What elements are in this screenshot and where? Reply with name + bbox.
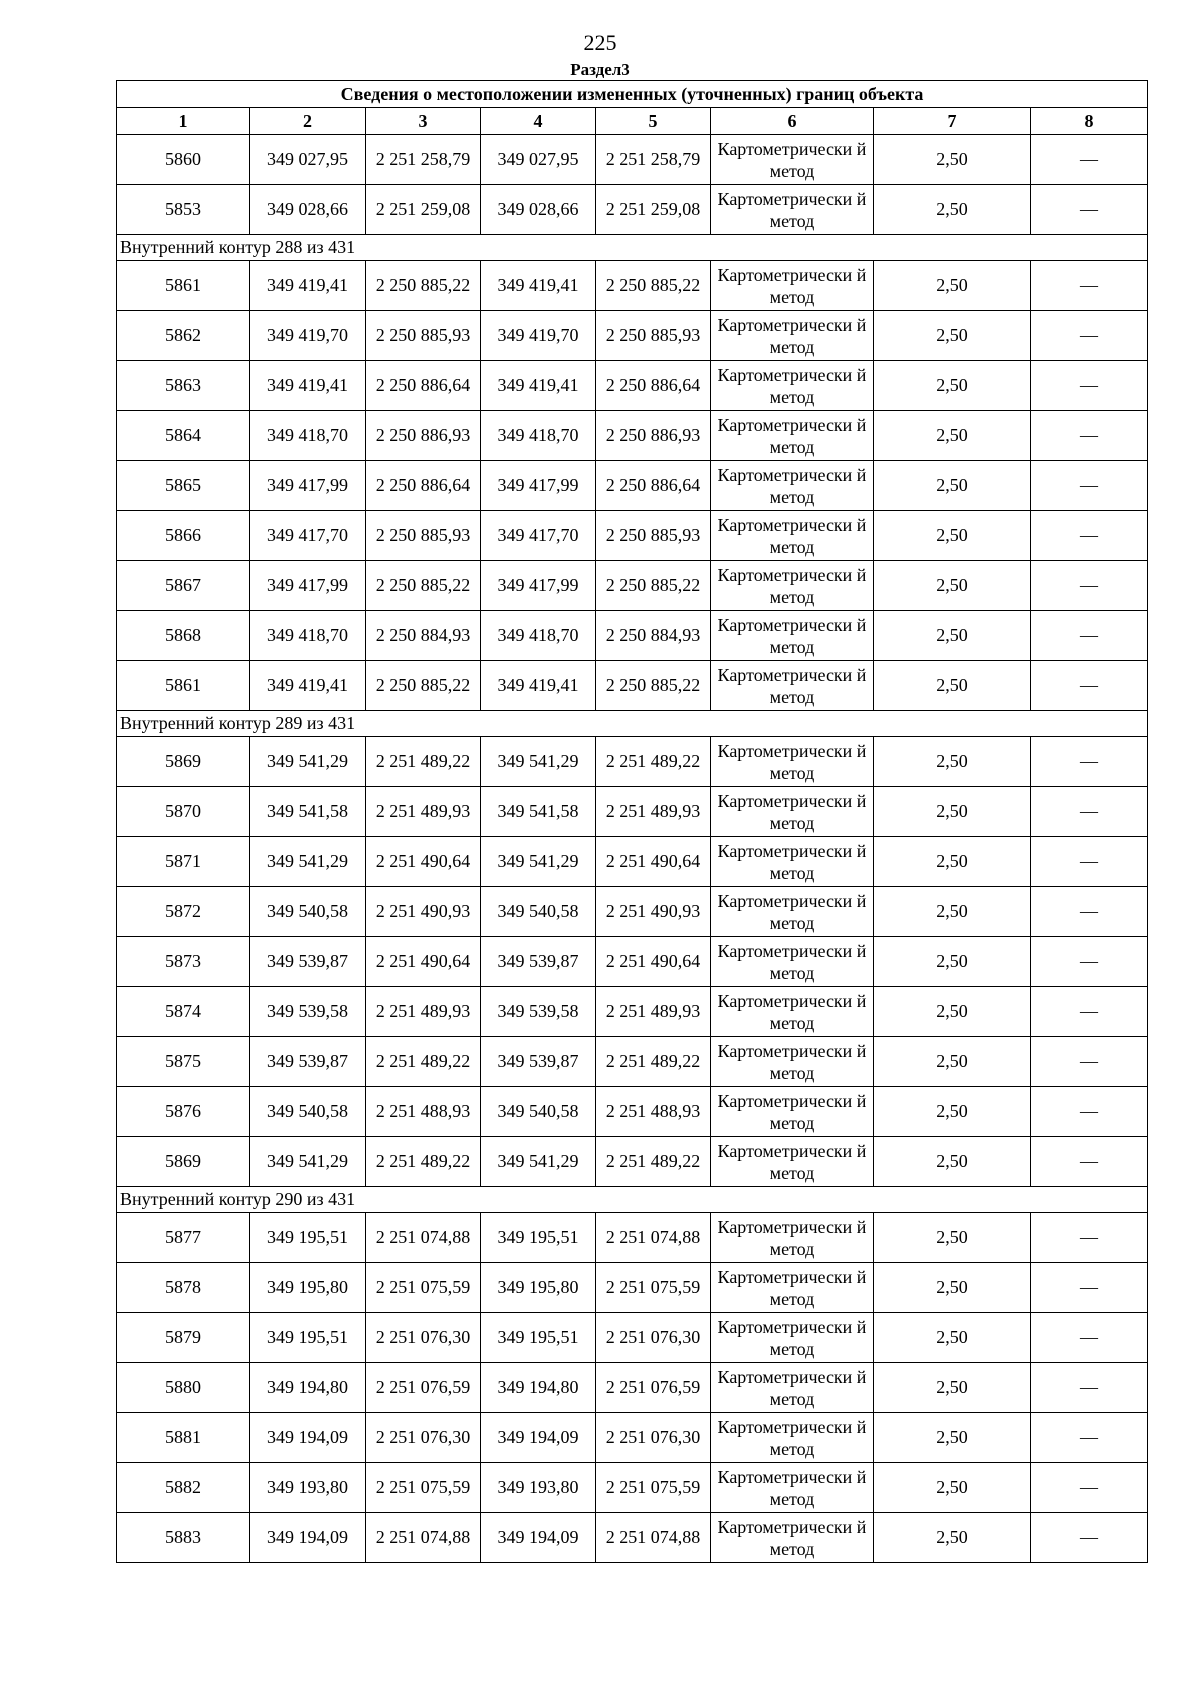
x-new-cell: 349 419,70 [481,311,596,361]
accuracy-cell: 2,50 [874,185,1031,235]
x-old-cell: 349 540,58 [250,1087,366,1137]
table-row [117,261,1148,311]
x-new-cell: 349 194,09 [481,1413,596,1463]
point-number-cell: 5868 [117,611,250,661]
point-number-cell: 5860 [117,135,250,185]
description-cell: — [1031,1313,1148,1363]
x-old-cell: 349 028,66 [250,185,366,235]
x-old-cell: 349 193,80 [250,1463,366,1513]
description-cell: — [1031,611,1148,661]
x-old-cell: 349 195,51 [250,1213,366,1263]
accuracy-cell: 2,50 [874,837,1031,887]
method-cell: Картометрически й метод [711,1363,874,1413]
column-number-3: 3 [366,108,481,135]
x-new-cell: 349 541,58 [481,787,596,837]
x-old-cell: 349 195,80 [250,1263,366,1313]
y-new-cell: 2 250 885,22 [596,261,711,311]
y-old-cell: 2 251 490,64 [366,837,481,887]
method-cell: Картометрически й метод [711,135,874,185]
point-number-cell: 5869 [117,737,250,787]
x-old-cell: 349 419,41 [250,661,366,711]
column-number-4: 4 [481,108,596,135]
table-row [117,1213,1148,1263]
table-row [117,887,1148,937]
x-new-cell: 349 195,80 [481,1263,596,1313]
accuracy-cell: 2,50 [874,611,1031,661]
table-row [117,135,1148,185]
accuracy-cell: 2,50 [874,1137,1031,1187]
table-row [117,787,1148,837]
y-old-cell: 2 251 076,59 [366,1363,481,1413]
y-new-cell: 2 251 489,93 [596,787,711,837]
x-new-cell: 349 193,80 [481,1463,596,1513]
table-row [117,1513,1148,1563]
section-title: Раздел3 [570,60,630,79]
description-cell: — [1031,1463,1148,1513]
y-new-cell: 2 251 488,93 [596,1087,711,1137]
accuracy-cell: 2,50 [874,1263,1031,1313]
description-cell: — [1031,1413,1148,1463]
column-number-6: 6 [711,108,874,135]
y-new-cell: 2 251 075,59 [596,1263,711,1313]
y-new-cell: 2 250 885,93 [596,511,711,561]
table-row [117,461,1148,511]
x-new-cell: 349 541,29 [481,1137,596,1187]
point-number-cell: 5869 [117,1137,250,1187]
y-new-cell: 2 250 886,64 [596,361,711,411]
point-number-cell: 5880 [117,1363,250,1413]
x-old-cell: 349 194,09 [250,1513,366,1563]
point-number-cell: 5861 [117,261,250,311]
method-cell: Картометрически й метод [711,1313,874,1363]
accuracy-cell: 2,50 [874,361,1031,411]
y-old-cell: 2 251 074,88 [366,1513,481,1563]
y-old-cell: 2 251 489,22 [366,737,481,787]
x-new-cell: 349 194,09 [481,1513,596,1563]
method-cell: Картометрически й метод [711,361,874,411]
description-cell: — [1031,1087,1148,1137]
point-number-cell: 5853 [117,185,250,235]
y-old-cell: 2 251 075,59 [366,1263,481,1313]
point-number-cell: 5871 [117,837,250,887]
method-cell: Картометрически й метод [711,837,874,887]
x-new-cell: 349 195,51 [481,1313,596,1363]
table-row [117,1263,1148,1313]
table-row [117,837,1148,887]
method-cell: Картометрически й метод [711,1263,874,1313]
point-number-cell: 5878 [117,1263,250,1313]
table-row [117,311,1148,361]
description-cell: — [1031,311,1148,361]
y-new-cell: 2 251 489,22 [596,737,711,787]
y-old-cell: 2 251 258,79 [366,135,481,185]
y-new-cell: 2 251 490,64 [596,837,711,887]
point-number-cell: 5881 [117,1413,250,1463]
method-cell: Картометрически й метод [711,661,874,711]
point-number-cell: 5882 [117,1463,250,1513]
y-old-cell: 2 250 885,22 [366,561,481,611]
table-row [117,611,1148,661]
column-number-7: 7 [874,108,1031,135]
method-cell: Картометрически й метод [711,787,874,837]
x-new-cell: 349 540,58 [481,887,596,937]
description-cell: — [1031,661,1148,711]
y-new-cell: 2 250 885,93 [596,311,711,361]
x-new-cell: 349 540,58 [481,1087,596,1137]
method-cell: Картометрически й метод [711,461,874,511]
description-cell: — [1031,987,1148,1037]
accuracy-cell: 2,50 [874,1513,1031,1563]
x-new-cell: 349 541,29 [481,737,596,787]
y-old-cell: 2 251 489,93 [366,787,481,837]
x-old-cell: 349 417,99 [250,561,366,611]
description-cell: — [1031,261,1148,311]
method-cell: Картометрически й метод [711,561,874,611]
point-number-cell: 5873 [117,937,250,987]
table-row [117,511,1148,561]
table-row [117,937,1148,987]
y-old-cell: 2 251 489,22 [366,1137,481,1187]
point-number-cell: 5864 [117,411,250,461]
accuracy-cell: 2,50 [874,887,1031,937]
accuracy-cell: 2,50 [874,1363,1031,1413]
x-new-cell: 349 417,70 [481,511,596,561]
x-old-cell: 349 417,99 [250,461,366,511]
accuracy-cell: 2,50 [874,787,1031,837]
description-cell: — [1031,411,1148,461]
point-number-cell: 5863 [117,361,250,411]
x-old-cell: 349 541,29 [250,737,366,787]
description-cell: — [1031,135,1148,185]
table-row [117,1313,1148,1363]
description-cell: — [1031,1213,1148,1263]
contour-header-row [117,1187,1148,1213]
method-cell: Картометрически й метод [711,887,874,937]
column-number-8: 8 [1031,108,1148,135]
x-old-cell: 349 539,87 [250,937,366,987]
table-row [117,1363,1148,1413]
y-new-cell: 2 251 490,93 [596,887,711,937]
x-new-cell: 349 194,80 [481,1363,596,1413]
y-new-cell: 2 251 489,22 [596,1137,711,1187]
x-old-cell: 349 541,29 [250,1137,366,1187]
x-new-cell: 349 028,66 [481,185,596,235]
accuracy-cell: 2,50 [874,135,1031,185]
accuracy-cell: 2,50 [874,1313,1031,1363]
x-new-cell: 349 195,51 [481,1213,596,1263]
y-new-cell: 2 251 075,59 [596,1463,711,1513]
method-cell: Картометрически й метод [711,1137,874,1187]
method-cell: Картометрически й метод [711,937,874,987]
y-new-cell: 2 250 885,22 [596,661,711,711]
method-cell: Картометрически й метод [711,611,874,661]
table-caption: Сведения о местоположении измененных (уточненных) границ объекта [117,81,1148,108]
description-cell: — [1031,361,1148,411]
x-old-cell: 349 419,41 [250,261,366,311]
point-number-cell: 5866 [117,511,250,561]
x-new-cell: 349 419,41 [481,661,596,711]
x-new-cell: 349 417,99 [481,561,596,611]
x-old-cell: 349 539,58 [250,987,366,1037]
y-new-cell: 2 250 886,93 [596,411,711,461]
point-number-cell: 5879 [117,1313,250,1363]
table-row [117,661,1148,711]
point-number-cell: 5865 [117,461,250,511]
y-old-cell: 2 251 489,93 [366,987,481,1037]
point-number-cell: 5862 [117,311,250,361]
x-old-cell: 349 194,80 [250,1363,366,1413]
y-old-cell: 2 250 885,93 [366,311,481,361]
y-old-cell: 2 251 489,22 [366,1037,481,1087]
x-new-cell: 349 539,87 [481,1037,596,1087]
accuracy-cell: 2,50 [874,511,1031,561]
table-row [117,1087,1148,1137]
y-old-cell: 2 250 885,22 [366,261,481,311]
y-old-cell: 2 251 076,30 [366,1413,481,1463]
x-old-cell: 349 195,51 [250,1313,366,1363]
column-number-2: 2 [250,108,366,135]
contour-header-row [117,235,1148,261]
contour-label: Внутренний контур 288 из 431 [117,235,1148,261]
y-new-cell: 2 251 489,93 [596,987,711,1037]
table-body [117,135,1148,1563]
description-cell: — [1031,937,1148,987]
y-old-cell: 2 251 488,93 [366,1087,481,1137]
method-cell: Картометрически й метод [711,737,874,787]
accuracy-cell: 2,50 [874,937,1031,987]
y-new-cell: 2 250 886,64 [596,461,711,511]
accuracy-cell: 2,50 [874,737,1031,787]
table-row [117,361,1148,411]
accuracy-cell: 2,50 [874,411,1031,461]
x-old-cell: 349 417,70 [250,511,366,561]
point-number-cell: 5874 [117,987,250,1037]
y-old-cell: 2 250 885,93 [366,511,481,561]
y-old-cell: 2 250 886,93 [366,411,481,461]
description-cell: — [1031,1263,1148,1313]
description-cell: — [1031,1363,1148,1413]
contour-header-row [117,711,1148,737]
table-row [117,987,1148,1037]
point-number-cell: 5877 [117,1213,250,1263]
y-new-cell: 2 251 489,22 [596,1037,711,1087]
point-number-cell: 5883 [117,1513,250,1563]
table-row [117,185,1148,235]
method-cell: Картометрически й метод [711,1513,874,1563]
x-old-cell: 349 419,41 [250,361,366,411]
table-row [117,737,1148,787]
x-old-cell: 349 540,58 [250,887,366,937]
point-number-cell: 5875 [117,1037,250,1087]
accuracy-cell: 2,50 [874,661,1031,711]
y-new-cell: 2 251 259,08 [596,185,711,235]
description-cell: — [1031,1513,1148,1563]
x-old-cell: 349 419,70 [250,311,366,361]
y-new-cell: 2 251 074,88 [596,1213,711,1263]
x-new-cell: 349 418,70 [481,611,596,661]
x-new-cell: 349 539,87 [481,937,596,987]
method-cell: Картометрически й метод [711,1413,874,1463]
x-old-cell: 349 539,87 [250,1037,366,1087]
method-cell: Картометрически й метод [711,1037,874,1087]
y-old-cell: 2 251 075,59 [366,1463,481,1513]
y-new-cell: 2 250 885,22 [596,561,711,611]
method-cell: Картометрически й метод [711,1213,874,1263]
table-row [117,1137,1148,1187]
x-new-cell: 349 418,70 [481,411,596,461]
description-cell: — [1031,511,1148,561]
method-cell: Картометрически й метод [711,987,874,1037]
accuracy-cell: 2,50 [874,261,1031,311]
x-old-cell: 349 027,95 [250,135,366,185]
accuracy-cell: 2,50 [874,1213,1031,1263]
x-old-cell: 349 541,29 [250,837,366,887]
table-row [117,411,1148,461]
table-row [117,1037,1148,1087]
y-old-cell: 2 250 886,64 [366,361,481,411]
description-cell: — [1031,561,1148,611]
x-new-cell: 349 027,95 [481,135,596,185]
page-number: 225 [583,30,617,55]
y-new-cell: 2 251 076,59 [596,1363,711,1413]
point-number-cell: 5872 [117,887,250,937]
description-cell: — [1031,887,1148,937]
accuracy-cell: 2,50 [874,561,1031,611]
column-number-row [117,108,1148,135]
method-cell: Картометрически й метод [711,1087,874,1137]
method-cell: Картометрически й метод [711,261,874,311]
point-number-cell: 5861 [117,661,250,711]
method-cell: Картометрически й метод [711,411,874,461]
x-old-cell: 349 418,70 [250,611,366,661]
description-cell: — [1031,837,1148,887]
description-cell: — [1031,737,1148,787]
column-number-1: 1 [117,108,250,135]
y-old-cell: 2 251 490,93 [366,887,481,937]
y-old-cell: 2 250 884,93 [366,611,481,661]
x-new-cell: 349 539,58 [481,987,596,1037]
y-old-cell: 2 251 490,64 [366,937,481,987]
point-number-cell: 5867 [117,561,250,611]
y-old-cell: 2 251 259,08 [366,185,481,235]
description-cell: — [1031,1137,1148,1187]
x-new-cell: 349 419,41 [481,261,596,311]
x-new-cell: 349 541,29 [481,837,596,887]
y-old-cell: 2 250 885,22 [366,661,481,711]
y-new-cell: 2 251 076,30 [596,1413,711,1463]
contour-label: Внутренний контур 290 из 431 [117,1187,1148,1213]
table-row [117,1463,1148,1513]
y-new-cell: 2 251 490,64 [596,937,711,987]
accuracy-cell: 2,50 [874,311,1031,361]
description-cell: — [1031,787,1148,837]
y-old-cell: 2 250 886,64 [366,461,481,511]
column-number-5: 5 [596,108,711,135]
point-number-cell: 5876 [117,1087,250,1137]
accuracy-cell: 2,50 [874,1087,1031,1137]
accuracy-cell: 2,50 [874,1463,1031,1513]
method-cell: Картометрически й метод [711,1463,874,1513]
description-cell: — [1031,1037,1148,1087]
table-row [117,561,1148,611]
method-cell: Картометрически й метод [711,311,874,361]
table-row [117,1413,1148,1463]
accuracy-cell: 2,50 [874,461,1031,511]
boundary-coordinates-table [116,80,1148,1563]
x-new-cell: 349 417,99 [481,461,596,511]
y-new-cell: 2 251 076,30 [596,1313,711,1363]
y-old-cell: 2 251 074,88 [366,1213,481,1263]
y-old-cell: 2 251 076,30 [366,1313,481,1363]
x-old-cell: 349 541,58 [250,787,366,837]
accuracy-cell: 2,50 [874,1413,1031,1463]
accuracy-cell: 2,50 [874,987,1031,1037]
x-new-cell: 349 419,41 [481,361,596,411]
accuracy-cell: 2,50 [874,1037,1031,1087]
y-new-cell: 2 251 258,79 [596,135,711,185]
y-new-cell: 2 251 074,88 [596,1513,711,1563]
y-new-cell: 2 250 884,93 [596,611,711,661]
description-cell: — [1031,461,1148,511]
description-cell: — [1031,185,1148,235]
x-old-cell: 349 194,09 [250,1413,366,1463]
point-number-cell: 5870 [117,787,250,837]
method-cell: Картометрически й метод [711,185,874,235]
contour-label: Внутренний контур 289 из 431 [117,711,1148,737]
method-cell: Картометрически й метод [711,511,874,561]
x-old-cell: 349 418,70 [250,411,366,461]
